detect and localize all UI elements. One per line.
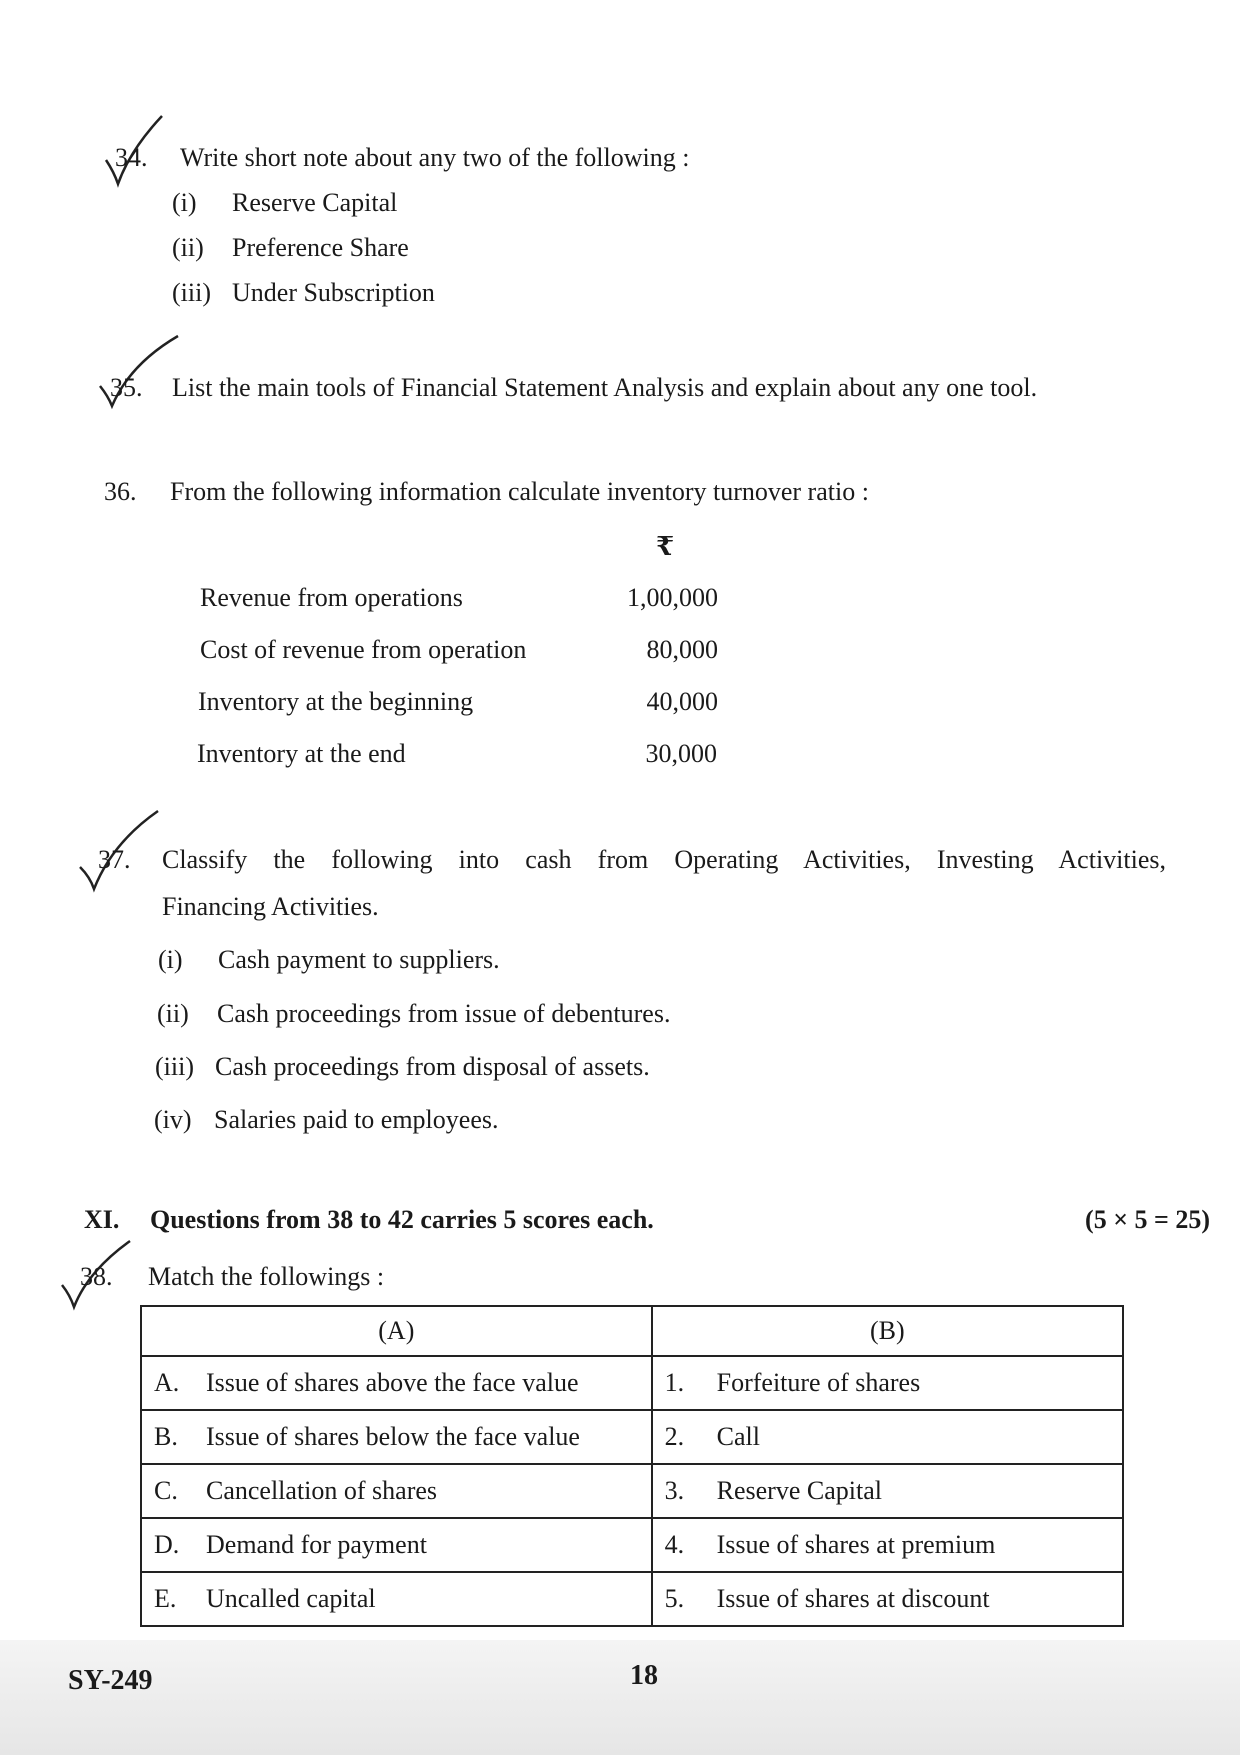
list-item: (i) Cash payment to suppliers. [158,945,500,974]
question-text: From the following information calculate inventory turnover ratio : [170,477,869,506]
table-row: D. Demand for payment 4. Issue of shares at premium [141,1518,1123,1572]
table-row [198,687,718,717]
question-37 [98,845,1170,925]
row-value: 80,000 [646,635,718,664]
question-34 [115,143,1115,173]
section-header [84,1205,1214,1235]
question-36 [104,477,1124,507]
question-number: 37. [98,845,131,874]
table-header-row [141,1306,1123,1356]
row-value: 40,000 [646,687,718,716]
column-header: (A) [141,1306,652,1356]
list-item: (ii) Preference Share [172,233,409,262]
question-text: Write short note about any two of the following : [180,143,690,172]
question-text: Match the followings : [148,1262,385,1291]
table-row [197,739,717,769]
row-label: Inventory at the end [197,739,406,768]
row-value: 30,000 [645,739,717,768]
section-number: XI. [84,1205,120,1234]
table-row: C. Cancellation of shares 3. Reserve Capital [141,1464,1123,1518]
list-item: (iii) Under Subscription [172,278,435,307]
list-item: (iii) Cash proceedings from disposal of assets. [155,1052,650,1081]
page-number: 18 [630,1660,658,1691]
table-row [200,583,718,613]
list-item: (i) Reserve Capital [172,188,398,217]
row-value: 1,00,000 [627,583,718,612]
question-number: 34. [115,143,148,172]
list-item: (iv) Salaries paid to employees. [154,1105,499,1134]
table-row [200,635,718,665]
question-number: 36. [104,477,137,506]
row-label: Cost of revenue from operation [200,635,527,664]
row-label: Inventory at the beginning [198,687,474,716]
section-marks: (5 × 5 = 25) [1085,1205,1210,1234]
list-item: (ii) Cash proceedings from issue of debentures. [157,999,671,1028]
question-number: 38. [80,1262,113,1291]
question-text: Financing Activities. [162,892,379,921]
question-text: Classify the following into cash from Operating Activities, Investing Activities, [162,845,1166,874]
table-row: E. Uncalled capital 5. Issue of shares at discount [141,1572,1123,1626]
paper-code: SY-249 [68,1665,153,1696]
table-row: A. Issue of shares above the face value 1. Forfeiture of shares [141,1356,1123,1410]
table-row: B. Issue of shares below the face value 2. Call [141,1410,1123,1464]
match-table [140,1305,1124,1627]
column-header: (B) [652,1306,1123,1356]
section-title: Questions from 38 to 42 carries 5 scores each. [150,1205,654,1234]
question-text: List the main tools of Financial Statement Analysis and explain about any one tool. [172,373,1038,402]
question-35 [110,373,1130,403]
currency-header: ₹ [656,532,675,561]
question-number: 35. [110,373,143,402]
footer-bar [0,1640,1240,1755]
row-label: Revenue from operations [200,583,463,612]
question-38 [80,1262,680,1292]
